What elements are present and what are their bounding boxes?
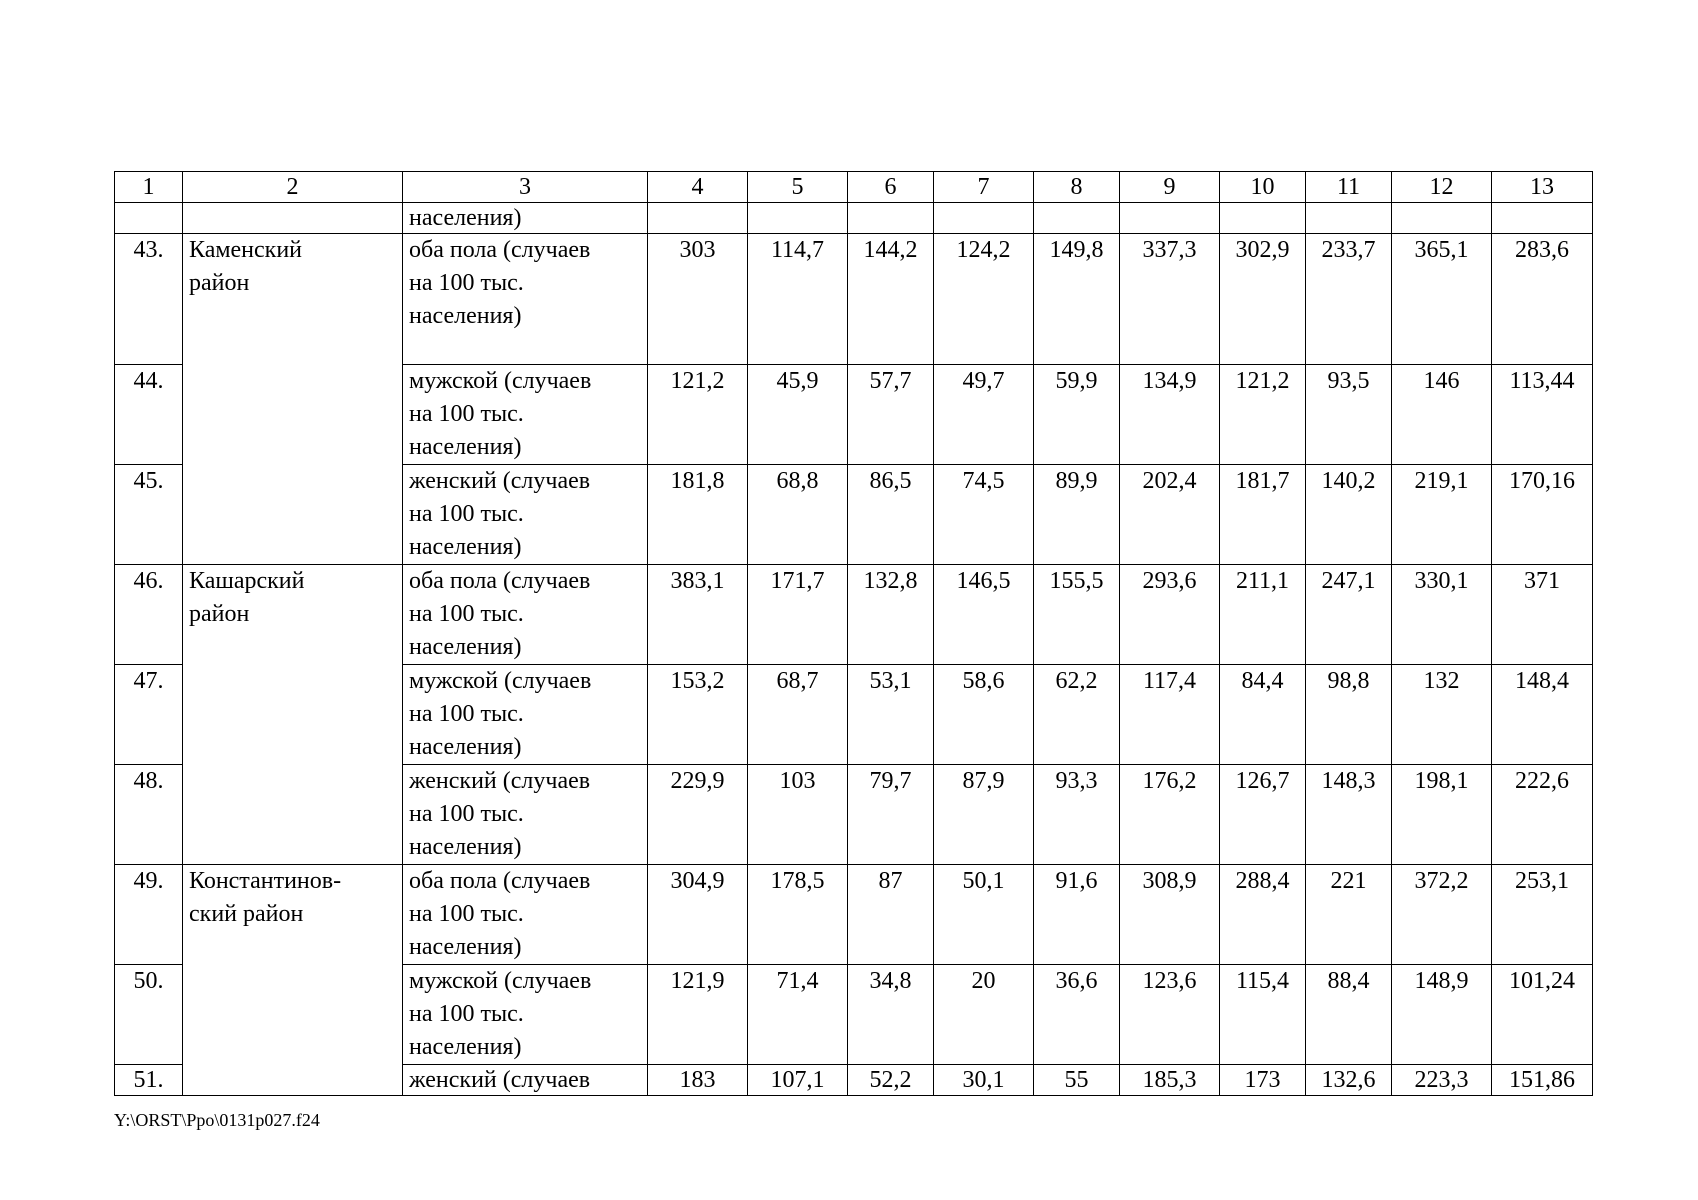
value-cell: 87,9 <box>934 765 1034 865</box>
value-cell: 144,2 <box>848 234 934 365</box>
district-cell <box>183 565 403 865</box>
value-cell <box>648 203 748 234</box>
value-cell: 171,7 <box>748 565 848 665</box>
value-cell: 132,6 <box>1306 1065 1392 1096</box>
value-cell: 233,7 <box>1306 234 1392 365</box>
indicator-line: на 100 тыс. <box>409 1001 524 1027</box>
value-cell: 123,6 <box>1120 965 1220 1065</box>
column-number: 3 <box>403 172 648 203</box>
indicator-line: женский (случаев <box>409 768 591 794</box>
value-cell: 58,6 <box>934 665 1034 765</box>
value-cell: 68,7 <box>748 665 848 765</box>
value-cell: 53,1 <box>848 665 934 765</box>
value-cell: 202,4 <box>1120 465 1220 565</box>
value-cell: 93,5 <box>1306 365 1392 465</box>
indicator-cell <box>403 865 648 965</box>
value-cell: 52,2 <box>848 1065 934 1096</box>
value-cell: 79,7 <box>848 765 934 865</box>
value-cell: 151,86 <box>1492 1065 1593 1096</box>
value-cell <box>1120 203 1220 234</box>
value-cell: 170,16 <box>1492 465 1593 565</box>
indicator-cell <box>403 365 648 465</box>
column-number: 4 <box>648 172 748 203</box>
value-cell: 98,8 <box>1306 665 1392 765</box>
value-cell: 149,8 <box>1034 234 1120 365</box>
value-cell: 121,2 <box>648 365 748 465</box>
value-cell: 365,1 <box>1392 234 1492 365</box>
value-cell: 88,4 <box>1306 965 1392 1065</box>
indicator-cell: населения) <box>403 203 648 234</box>
indicator-line: оба пола (случаев <box>409 568 591 594</box>
value-cell: 153,2 <box>648 665 748 765</box>
value-cell: 372,2 <box>1392 865 1492 965</box>
value-cell: 148,9 <box>1392 965 1492 1065</box>
district-cell <box>183 865 403 1096</box>
value-cell: 303 <box>648 234 748 365</box>
value-cell: 86,5 <box>848 465 934 565</box>
indicator-line: населения) <box>409 1034 522 1060</box>
row-number-cell <box>115 203 183 234</box>
indicator-line: на 100 тыс. <box>409 801 524 827</box>
column-number: 6 <box>848 172 934 203</box>
value-cell: 383,1 <box>648 565 748 665</box>
indicator-line: на 100 тыс. <box>409 601 524 627</box>
value-cell: 140,2 <box>1306 465 1392 565</box>
indicator-line: мужской (случаев <box>409 368 592 394</box>
indicator-line: оба пола (случаев <box>409 868 591 894</box>
value-cell <box>748 203 848 234</box>
row-number-cell: 50. <box>115 965 183 1065</box>
indicator-line: населения) <box>409 434 522 460</box>
district-name-line: Константинов- <box>189 868 342 894</box>
value-cell: 337,3 <box>1120 234 1220 365</box>
table-body <box>115 172 1593 1096</box>
indicator-line: оба пола (случаев <box>409 237 591 263</box>
value-cell: 198,1 <box>1392 765 1492 865</box>
district-name-line: Каменский <box>189 237 303 263</box>
value-cell: 74,5 <box>934 465 1034 565</box>
column-number: 9 <box>1120 172 1220 203</box>
value-cell <box>1220 203 1306 234</box>
value-cell <box>848 203 934 234</box>
value-cell: 20 <box>934 965 1034 1065</box>
value-cell: 121,2 <box>1220 365 1306 465</box>
value-cell: 59,9 <box>1034 365 1120 465</box>
indicator-cell <box>403 665 648 765</box>
value-cell: 181,8 <box>648 465 748 565</box>
value-cell: 134,9 <box>1120 365 1220 465</box>
value-cell <box>1306 203 1392 234</box>
value-cell: 124,2 <box>934 234 1034 365</box>
column-number-row <box>115 172 1593 203</box>
value-cell: 34,8 <box>848 965 934 1065</box>
table-row <box>115 565 1593 665</box>
value-cell: 91,6 <box>1034 865 1120 965</box>
value-cell: 302,9 <box>1220 234 1306 365</box>
value-cell <box>1492 203 1593 234</box>
value-cell: 36,6 <box>1034 965 1120 1065</box>
value-cell: 89,9 <box>1034 465 1120 565</box>
value-cell: 146,5 <box>934 565 1034 665</box>
table-row <box>115 234 1593 365</box>
value-cell: 107,1 <box>748 1065 848 1096</box>
row-number-cell: 48. <box>115 765 183 865</box>
row-number-cell: 44. <box>115 365 183 465</box>
column-number: 8 <box>1034 172 1120 203</box>
file-path-footer: Y:\ORST\Ppo\0131p027.f24 <box>114 1110 320 1130</box>
indicator-cell <box>403 565 648 665</box>
indicator-line: на 100 тыс. <box>409 701 524 727</box>
indicator-line: женский (случаев <box>409 1067 591 1093</box>
row-number-cell: 46. <box>115 565 183 665</box>
value-cell: 247,1 <box>1306 565 1392 665</box>
value-cell: 155,5 <box>1034 565 1120 665</box>
row-number-cell: 45. <box>115 465 183 565</box>
value-cell: 50,1 <box>934 865 1034 965</box>
value-cell: 101,24 <box>1492 965 1593 1065</box>
value-cell: 121,9 <box>648 965 748 1065</box>
column-number: 11 <box>1306 172 1392 203</box>
value-cell: 68,8 <box>748 465 848 565</box>
district-name-line: район <box>189 601 250 627</box>
row-number-cell: 51. <box>115 1065 183 1096</box>
indicator-line: населения) <box>409 734 522 760</box>
value-cell: 49,7 <box>934 365 1034 465</box>
district-name-line: ский район <box>189 901 304 927</box>
column-number: 12 <box>1392 172 1492 203</box>
value-cell: 132 <box>1392 665 1492 765</box>
value-cell: 117,4 <box>1120 665 1220 765</box>
indicator-line: населения) <box>409 534 522 560</box>
value-cell: 148,3 <box>1306 765 1392 865</box>
district-cell <box>183 203 403 234</box>
value-cell: 178,5 <box>748 865 848 965</box>
value-cell: 113,44 <box>1492 365 1593 465</box>
value-cell: 115,4 <box>1220 965 1306 1065</box>
value-cell: 181,7 <box>1220 465 1306 565</box>
column-number: 7 <box>934 172 1034 203</box>
value-cell: 211,1 <box>1220 565 1306 665</box>
value-cell: 93,3 <box>1034 765 1120 865</box>
value-cell: 30,1 <box>934 1065 1034 1096</box>
value-cell: 84,4 <box>1220 665 1306 765</box>
value-cell: 103 <box>748 765 848 865</box>
value-cell: 62,2 <box>1034 665 1120 765</box>
value-cell: 223,3 <box>1392 1065 1492 1096</box>
value-cell: 283,6 <box>1492 234 1593 365</box>
indicator-line: населения) <box>409 303 522 329</box>
continuation-row <box>115 203 1593 234</box>
indicator-line: женский (случаев <box>409 468 591 494</box>
value-cell: 126,7 <box>1220 765 1306 865</box>
value-cell: 173 <box>1220 1065 1306 1096</box>
indicator-line: населения) <box>409 934 522 960</box>
column-number: 5 <box>748 172 848 203</box>
value-cell: 330,1 <box>1392 565 1492 665</box>
value-cell: 371 <box>1492 565 1593 665</box>
row-number-cell: 43. <box>115 234 183 365</box>
value-cell: 229,9 <box>648 765 748 865</box>
indicator-line: на 100 тыс. <box>409 901 524 927</box>
value-cell: 221 <box>1306 865 1392 965</box>
value-cell <box>1392 203 1492 234</box>
value-cell: 114,7 <box>748 234 848 365</box>
table-row <box>115 865 1593 965</box>
indicator-line: населения) <box>409 834 522 860</box>
value-cell: 57,7 <box>848 365 934 465</box>
data-table <box>114 171 1593 1096</box>
indicator-cell <box>403 765 648 865</box>
column-number: 13 <box>1492 172 1593 203</box>
indicator-line: мужской (случаев <box>409 668 592 694</box>
indicator-cell <box>403 465 648 565</box>
value-cell: 219,1 <box>1392 465 1492 565</box>
column-number: 1 <box>115 172 183 203</box>
indicator-line: на 100 тыс. <box>409 501 524 527</box>
indicator-line: мужской (случаев <box>409 968 592 994</box>
district-cell <box>183 234 403 565</box>
indicator-cell <box>403 1065 648 1096</box>
value-cell <box>1034 203 1120 234</box>
column-number: 10 <box>1220 172 1306 203</box>
value-cell: 176,2 <box>1120 765 1220 865</box>
indicator-line: населения) <box>409 634 522 660</box>
value-cell: 185,3 <box>1120 1065 1220 1096</box>
value-cell: 304,9 <box>648 865 748 965</box>
value-cell: 253,1 <box>1492 865 1593 965</box>
column-number: 2 <box>183 172 403 203</box>
row-number-cell: 47. <box>115 665 183 765</box>
value-cell: 71,4 <box>748 965 848 1065</box>
indicator-cell <box>403 965 648 1065</box>
value-cell: 146 <box>1392 365 1492 465</box>
indicator-cell <box>403 234 648 365</box>
value-cell: 132,8 <box>848 565 934 665</box>
value-cell: 222,6 <box>1492 765 1593 865</box>
value-cell: 288,4 <box>1220 865 1306 965</box>
value-cell: 293,6 <box>1120 565 1220 665</box>
value-cell: 183 <box>648 1065 748 1096</box>
value-cell: 87 <box>848 865 934 965</box>
district-name-line: район <box>189 270 250 296</box>
value-cell: 148,4 <box>1492 665 1593 765</box>
district-name-line: Кашарский <box>189 568 305 594</box>
value-cell: 308,9 <box>1120 865 1220 965</box>
indicator-line: на 100 тыс. <box>409 270 524 296</box>
value-cell <box>934 203 1034 234</box>
value-cell: 55 <box>1034 1065 1120 1096</box>
indicator-line: на 100 тыс. <box>409 401 524 427</box>
row-number-cell: 49. <box>115 865 183 965</box>
value-cell: 45,9 <box>748 365 848 465</box>
